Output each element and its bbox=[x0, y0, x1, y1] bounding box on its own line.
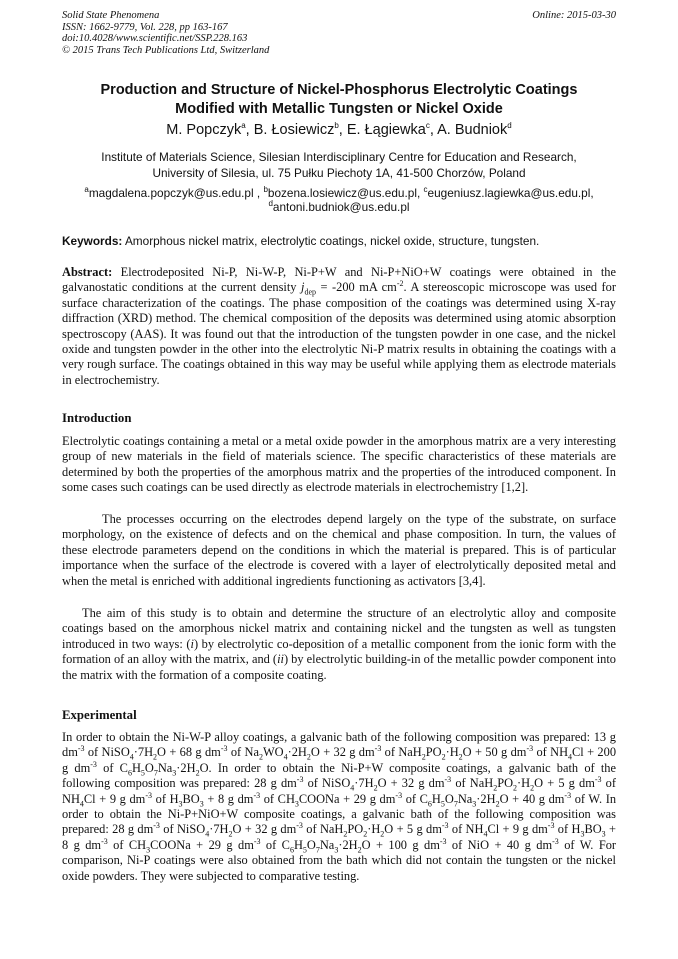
email-link[interactable]: eugeniusz.lagiewka@us.edu.pl bbox=[427, 186, 591, 200]
affiliation-line-1: Institute of Materials Science, Silesian Interdisciplinary Centre for Education and Research, bbox=[101, 150, 577, 164]
journal-name: Solid State Phenomena bbox=[62, 10, 160, 21]
title-line-1: Production and Structure of Nickel-Phosphorus Electrolytic Coatings bbox=[100, 82, 578, 98]
author-name: B. Łosiewicz bbox=[253, 122, 335, 138]
keywords-label: Keywords: bbox=[62, 234, 123, 248]
email-sup: d bbox=[268, 199, 273, 209]
intro-paragraph-3: The aim of this study is to obtain and determine the structure of an electrolytic alloy and composite coatings based on the amorphous nickel matrix and containing nickel and the tungsten as well as tungsten introduced in two ways: (i) by electrolytic co-deposition of a metallic component from the ionic form with the formation of an alloy with the matrix, and (ii) by electrolytic building-in of the metallic powder component into the matrix with the formation of a composite coating. bbox=[62, 606, 617, 682]
online-date: Online: 2015-03-30 bbox=[532, 10, 616, 21]
author-sup: b bbox=[334, 121, 339, 131]
email-link[interactable]: bozena.losiewicz@us.edu.pl bbox=[267, 186, 417, 200]
paper-title bbox=[40, 81, 638, 119]
author-name: A. Budniok bbox=[437, 122, 508, 138]
journal-header bbox=[62, 10, 269, 56]
keywords bbox=[62, 234, 616, 248]
doi: doi:10.4028/www.scientific.net/SSP.228.163 bbox=[62, 33, 248, 45]
affiliation-line-2: University of Silesia, ul. 75 Pułku Piechoty 1A, 41-500 Chorzów, Poland bbox=[152, 165, 526, 180]
email-sup: b bbox=[263, 185, 268, 195]
email-sup: c bbox=[423, 185, 428, 195]
keywords-text: Amorphous nickel matrix, electrolytic coatings, nickel oxide, structure, tungsten. bbox=[122, 234, 540, 248]
intro-paragraph-1: Electrolytic coatings containing a metal or a metal oxide powder in the amorphous matrix are a very interesting group of new materials in the field of materials science. The specific characteristics of these materials are determined by both the properties of the amorphous matrix and the properties of the introduced component. In some cases such coatings can be used directly as electrode materials in electrochemistry [1,2]. bbox=[62, 434, 616, 495]
introduction-heading: Introduction bbox=[62, 411, 132, 425]
author-name: M. Popczyk bbox=[166, 122, 242, 138]
copyright: © 2015 Trans Tech Publications Ltd, Switzerland bbox=[62, 44, 270, 56]
email-sup: a bbox=[84, 185, 89, 195]
author-emails: $^a$magdalena.popczyk@us.edu.pl , $^b$bozena.losiewicz@us.edu.pl, $^c$eugeniusz.lagiewka@us.edu.pl, $^d$antoni.budniok@us.edu.pl bbox=[84, 185, 594, 214]
author-sup: d bbox=[507, 121, 512, 131]
abstract-label: Abstract: bbox=[62, 265, 113, 279]
email-link[interactable]: antoni.budniok@us.edu.pl bbox=[272, 200, 410, 214]
affiliation bbox=[40, 150, 638, 181]
issn: ISSN: 1662-9779, Vol. 228, pp 163-167 bbox=[62, 21, 228, 33]
authors: M. Popczyk$^a$, B. Łosiewicz$^b$, E. Łągiewka$^c$, A. Budniok$^d$ bbox=[166, 121, 512, 138]
abstract: Abstract: Electrodeposited Ni-P, Ni-W-P, Ni-P+W and Ni-P+NiO+W coatings were obtained in the galvanostatic conditions at the current density $j_{dep} = -200$ mA $cm^{-2}$. A stereoscopic microscope was used for surface characterization of the coatings. The phase composition of the coatings was determined using X-ray diffraction (XRD) method. The chemical composition of the deposits was determined using atomic absorption spectroscopy (AAS). It was found out that the introduction of the tungsten powder in one case, and the nickel oxide and tungsten powder in the other into the electrolytic Ni-P matrix results in obtaining the coatings with a very rough surface. The coatings obtained in this way may be useful while applying them as electrode materials in electrochemistry. bbox=[62, 265, 616, 387]
title-line-2: Modified with Metallic Tungsten or Nickel Oxide bbox=[175, 101, 503, 117]
intro-paragraph-2: The processes occurring on the electrodes depend largely on the type of the substrate, on surface morphology, on the existence of defects and on the chemical and phase composition. In turn, the values of these electrode parameters depend on the conditions in which the material is prepared. This is of particular importance when the surface of the electrode is covered with a layer of electrolytically deposited metal and when the metal is enriched with additional ingredients functioning as activators [3,4]. bbox=[62, 512, 616, 588]
author-name: E. Łągiewka bbox=[346, 122, 426, 138]
email-link[interactable]: magdalena.popczyk@us.edu.pl bbox=[88, 186, 254, 200]
experimental-paragraph: In order to obtain the Ni-W-P alloy coatings, a galvanic bath of the following composition was prepared: 13 g $dm^{-3}$ of $NiSO_4\cdot 7H_2O + 68$ g $dm^{-3}$ of $Na_2WO_4\cdot 2H_2O + 32$ g $dm^{-3}$ of $NaH_2PO_2\cdot H_2O + 50$ g $dm^{-3}$ of $NH_4Cl + 200$ g $dm^{-3}$ of $C_6H_5O_7Na_3\cdot 2H_2O$. In order to obtain the Ni-P+W composite coatings, a galvanic bath of the following composition was prepared: 28 g $dm^{-3}$ of $NiSO_4\cdot 7H_2O + 32$ g $dm^{-3}$ of $NaH_2PO_2\cdot H_2O + 5$ g $dm^{-3}$ of $NH_4Cl + 9$ g $dm^{-3}$ of $H_3BO_3 + 8$ g $dm^{-3}$ of $CH_3COONa + 29$ g $dm^{-3}$ of $C_6H_5O_7Na_3\cdot 2H_2O + 40$ g $dm^{-3}$ of W. In order to obtain the Ni-P+NiO+W composite coatings, a galvanic bath of the following composition was prepared: 28 g $dm^{-3}$ of $NiSO_4\cdot 7H_2O + 32$ g $dm^{-3}$ of $NaH_2PO_2\cdot H_2O + 5$ g $dm^{-3}$ of $NH_4Cl + 9$ g $dm^{-3}$ of $H_3BO_3 + 8$ g $dm^{-3}$ of $CH_3COONa + 29$ g $dm^{-3}$ of $C_6H_5O_7Na_3\cdot 2H_2O + 100$ g $dm^{-3}$ of NiO + 40 g $dm^{-3}$ of W. For comparison, Ni-P coatings were also obtained from the bath which did not contain the tungsten or the nickel oxide powders. They were subjected to comparative testing. bbox=[62, 730, 617, 883]
author-sup: a bbox=[241, 121, 246, 131]
experimental-heading: Experimental bbox=[62, 708, 137, 722]
author-sup: c bbox=[425, 121, 430, 131]
